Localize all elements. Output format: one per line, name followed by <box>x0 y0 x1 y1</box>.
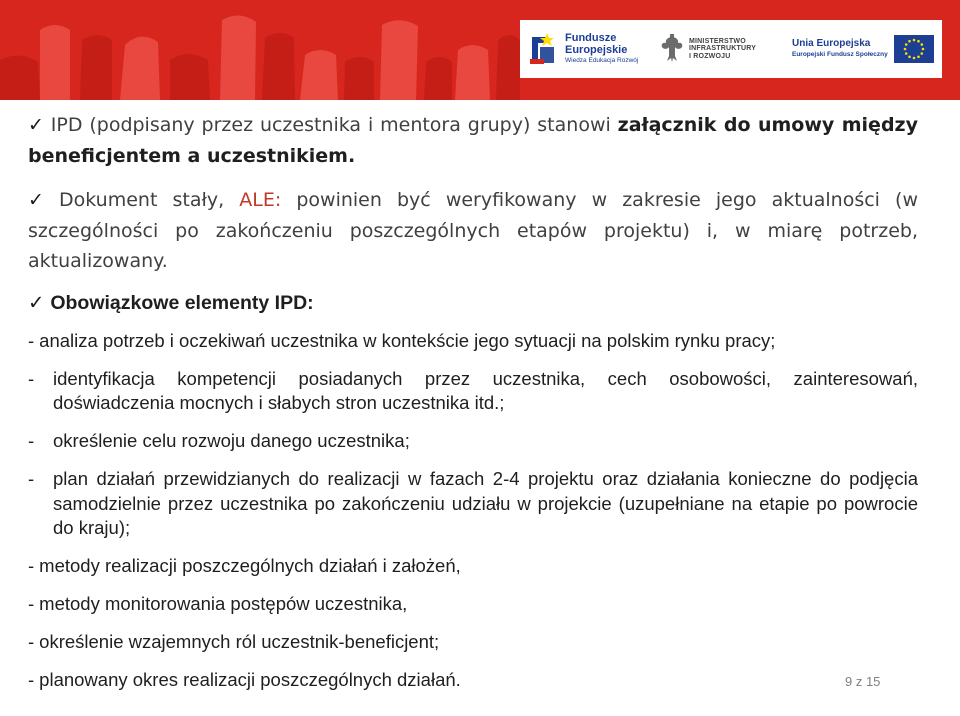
checkmark-icon: ✓ <box>28 189 53 211</box>
ministry-line3: I ROZWOJU <box>689 52 731 60</box>
list-item: - metody monitorowania postępów uczestnika, <box>28 593 408 614</box>
elements-list <box>28 329 918 693</box>
bullet-document <box>28 185 918 277</box>
bullet-attachment-text: IPD (podpisany przez uczestnika i mentora grupy) stanowi <box>50 114 618 136</box>
ministry-line2: INFRASTRUKTURY <box>689 45 757 53</box>
fe-line3: Wiedza Edukacja Rozwój <box>565 57 639 65</box>
bullet-document-pre: Dokument stały, <box>58 189 240 211</box>
eu-line2: Europejski Fundusz Społeczny <box>792 50 888 58</box>
logos-panel <box>520 20 942 78</box>
bullet-attachment <box>28 110 918 171</box>
section-heading <box>28 291 918 315</box>
bullet-attachment-bold: załącznik do umowy między beneficjentem a uczestnikiem. <box>28 114 918 167</box>
ministry-logo <box>660 20 756 78</box>
list-item: - metody realizacji poszczególnych działań i założeń, <box>28 555 461 576</box>
list-item: - określenie celu rozwoju danego uczestnika; <box>28 430 410 451</box>
slide-content <box>28 110 918 706</box>
list-item: - określenie wzajemnych ról uczestnik-beneficjent; <box>28 631 440 652</box>
checkmark-icon: ✓ <box>28 114 45 136</box>
bullet-document-post: powinien być weryfikowany w zakresie jego aktualności (w szczególności po zakończeniu poszczególnych etapów projektu) i, w miarę potrzeb, aktualizowany. <box>28 189 919 272</box>
page-number: 9 z 15 <box>845 674 881 689</box>
checkmark-icon: ✓ <box>28 290 45 314</box>
fe-logo <box>528 20 638 78</box>
list-item: - planowany okres realizacji poszczególnych działań. <box>28 669 461 690</box>
bullet-document-highlight: ALE: <box>239 189 282 211</box>
eu-line1: Unia Europejska <box>792 38 871 50</box>
fe-star-icon <box>528 29 560 69</box>
list-item: - identyfikacja kompetencji posiadanych przez uczestnika, cech osobowości, zainteresowań, doświadczenia mocnych i słabych stron uczestnika itd.; <box>28 367 918 413</box>
eagle-icon <box>660 34 684 64</box>
list-item: - analiza potrzeb i oczekiwań uczestnika w kontekście jego sytuacji na polskim rynku pracy; <box>28 329 776 351</box>
fe-line1: Fundusze <box>565 32 617 45</box>
header-banner <box>0 0 960 100</box>
eu-logo <box>792 20 934 78</box>
eu-flag-icon <box>894 35 934 63</box>
ministry-line1: MINISTERSTWO <box>689 37 746 45</box>
list-item: - plan działań przewidzianych do realizacji w fazach 2-4 projektu oraz działania konieczne do podjęcia samodzielnie przez uczestnika po zakończeniu udziału w projekcie (uzupełniane na etapie po powrocie do kraju); <box>28 468 918 538</box>
fe-line2: Europejskie <box>565 43 628 56</box>
section-heading-text: Obowiązkowe elementy IPD: <box>50 291 314 314</box>
